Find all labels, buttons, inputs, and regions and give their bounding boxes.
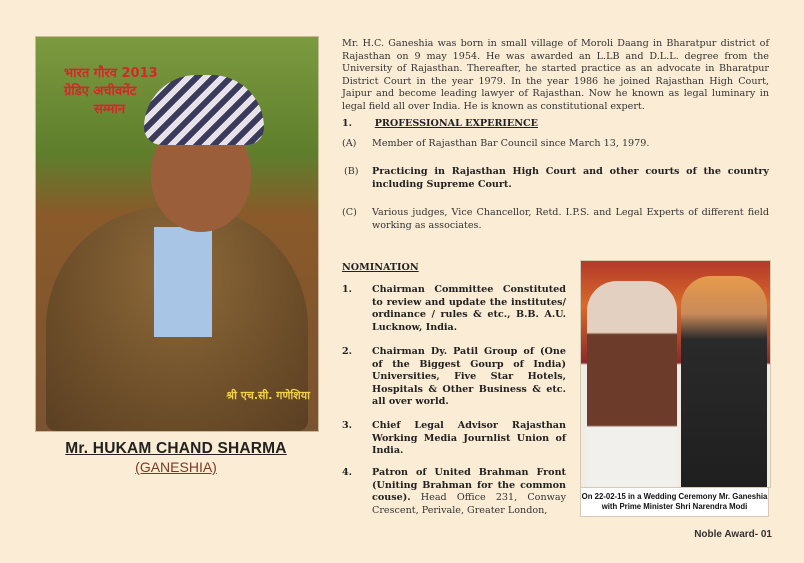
professional-number: 1. bbox=[342, 118, 353, 129]
cover-title-line2: ग्रेडिए अचीवमेंट bbox=[64, 84, 137, 99]
nomination-item-text bbox=[372, 467, 566, 517]
nomination-item-text-plain: Head Office 231, Conway Crescent, Perivale, Greater London, bbox=[372, 492, 566, 516]
professional-item-label: (C) bbox=[342, 207, 357, 218]
nomination-item-label: 2. bbox=[342, 346, 353, 357]
person-name: Mr. HUKAM CHAND SHARMA bbox=[65, 440, 287, 457]
portrait-signature: श्री एच.सी. गणेशिया bbox=[226, 389, 310, 402]
nomination-item-label: 3. bbox=[342, 420, 353, 431]
intro-paragraph: Mr. H.C. Ganeshia was born in small village of Moroli Daang in Bharatpur district of Rajasthan on 9 may 1954. He was awarded an L.LB and D.L.L. degree from the University of Rajasthan. Thereafter, he started practice as an advocate in Bharatpur District Court in the year 1979. In the year 1986 he joined Rajasthan High Court, Jaipur and become leading lawyer of Rajasthan. Now he known as legal luminary in legal field all over India. He is known as constitutional expert. bbox=[342, 38, 769, 112]
nomination-item-text-bold: Patron of United Brahman Front (Uniting Brahman for the common couse). bbox=[372, 467, 566, 504]
nomination-item-2 bbox=[342, 346, 566, 410]
portrait-cover-text bbox=[64, 65, 174, 119]
professional-item-text: Member of Rajasthan Bar Council since March 13, 1979. bbox=[372, 138, 650, 149]
professional-item-b bbox=[342, 166, 769, 194]
nomination-item-4 bbox=[342, 467, 566, 519]
nomination-item-text: Chief Legal Advisor Rajasthan Working Media Journlist Union of India. bbox=[372, 420, 566, 457]
cover-title-line3: सम्मान bbox=[94, 102, 126, 117]
professional-item-label: (B) bbox=[344, 166, 359, 177]
professional-item-text: Practicing in Rajasthan High Court and other courts of the country including Supreme Court. bbox=[372, 166, 769, 190]
nomination-item-1 bbox=[342, 284, 566, 336]
professional-item-text: Various judges, Vice Chancellor, Retd. I.P.S. and Legal Experts of different field working as associates. bbox=[372, 207, 769, 231]
page-footer: Noble Award- 01 bbox=[694, 529, 772, 540]
photo-person-left bbox=[587, 281, 677, 487]
nomination-item-label: 1. bbox=[342, 284, 353, 295]
nomination-heading: NOMINATION bbox=[342, 262, 419, 273]
nomination-item-3 bbox=[342, 420, 566, 460]
professional-item-a bbox=[342, 138, 769, 152]
professional-heading bbox=[342, 118, 538, 129]
cover-title-line1: भारत गौरव 2013 bbox=[64, 66, 158, 81]
professional-item-label: (A) bbox=[342, 138, 357, 149]
professional-item-c bbox=[342, 207, 769, 235]
nomination-item-text: Chairman Dy. Patil Group of (One of the Biggest Gourp of India) Universities, Five Star Hotels, Hospitals & Other Business & etc. all over world. bbox=[372, 346, 566, 408]
nomination-item-label: 4. bbox=[342, 467, 353, 478]
portrait-shirt bbox=[154, 227, 212, 337]
photo-person-right bbox=[681, 276, 767, 487]
nomination-item-text: Chairman Committee Constituted to review and update the institutes/ ordinance / rules & etc., B.B. A.U. Lucknow, India. bbox=[372, 284, 566, 333]
photo-caption: On 22-02-15 in a Wedding Ceremony Mr. Ganeshia with Prime Minister Shri Narendra Modi bbox=[580, 487, 769, 517]
person-alias: (GANESHIA) bbox=[135, 459, 217, 475]
portrait-photo bbox=[35, 36, 319, 432]
professional-heading-text: PROFESSIONAL EXPERIENCE bbox=[374, 118, 538, 129]
ceremony-photo bbox=[580, 260, 771, 488]
